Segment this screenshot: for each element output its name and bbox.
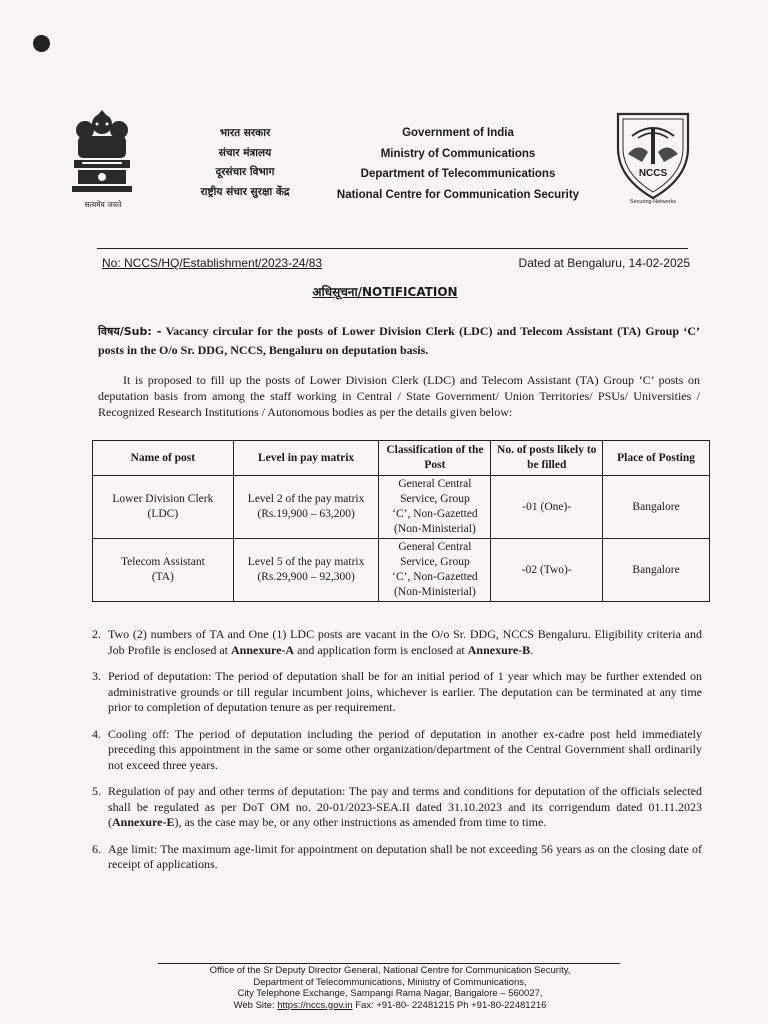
cell-classification xyxy=(379,476,491,539)
cell-place: Bangalore xyxy=(603,476,710,539)
item-number: 6. xyxy=(92,841,101,856)
reference-date: Dated at Bengaluru, 14-02-2025 xyxy=(518,256,690,270)
reference-number: No: NCCS/HQ/Establishment/2023-24/83 xyxy=(102,256,323,270)
footer-fax-phone: Fax: +91-80- 22481215 Ph +91-80-22481216 xyxy=(355,999,547,1011)
hindi-line-government: भारत सरकार xyxy=(219,127,271,139)
numbered-item xyxy=(92,842,702,873)
item-text: ), as the case may be, or any other instructions as amended from time to time. xyxy=(174,815,547,829)
footer xyxy=(140,965,640,1011)
item-number: 2. xyxy=(92,627,101,641)
footer-website-link[interactable]: https://nccs.gov.in xyxy=(277,999,353,1011)
subject xyxy=(98,322,700,359)
cell-line: ‘C’, Non-Gazetted xyxy=(392,571,478,583)
numbered-paragraphs xyxy=(92,627,702,884)
subject-label: विषय/Sub: - xyxy=(98,325,162,338)
cell-line: Lower Division Clerk xyxy=(112,493,214,505)
english-line-ministry: Ministry of Communications xyxy=(380,147,536,160)
hindi-line-centre: राष्ट्रीय संचार सुरक्षा केंद्र xyxy=(200,185,290,198)
header-hindi xyxy=(175,124,315,202)
punch-hole xyxy=(33,35,50,52)
item-text: Age limit: The maximum age-limit for appointment on deputation shall be not exceeding 56 years as on the closing date of receipt of applications. xyxy=(108,841,702,871)
english-line-centre: National Centre for Communication Security xyxy=(336,188,580,201)
cell-line: Level 2 of the pay matrix xyxy=(247,493,365,505)
intro-paragraph: It is proposed to fill up the posts of Lower Division Clerk (LDC) and Telecom Assistant (TA) Group ‘C’ posts on deputation basis from among the staff working in Central / State Government/ Union Territories/ PSUs/ Universities / Recognized Research Institutions / Autonomous bodies as per the details given below: xyxy=(98,373,700,419)
cell-pay-level xyxy=(233,476,379,539)
item-annexure-reference: Annexure-E xyxy=(112,815,175,829)
item-text: and application form is enclosed at xyxy=(294,642,468,657)
item-text: Period of deputation: The period of deputation shall be for an initial period of 1 year which may be further extended on administrative grounds or till regular incumbent joins, whichever is earlier. The deputation can be terminated at any time prior to completion of deputation tenure as per requirement. xyxy=(108,669,702,714)
item-annexure-reference: Annexure-A xyxy=(230,642,295,657)
subject-text: Vacancy circular for the posts of Lower Division Clerk (LDC) and Telecom Assistant (TA) Group ‘C’ posts in the O/o Sr. DDG, NCCS, Bengaluru on deputation basis. xyxy=(98,324,700,357)
cell-line: Telecom Assistant xyxy=(120,556,205,568)
footer-line-department: Department of Telecommunications, Ministry of Communications, xyxy=(253,976,527,988)
cell-line: (Rs.19,900 – 63,200) xyxy=(257,508,355,520)
cell-line: (Non-Ministerial) xyxy=(394,523,476,535)
vacancy-table xyxy=(92,440,710,602)
english-line-government: Government of India xyxy=(402,127,514,139)
national-emblem-icon xyxy=(66,106,138,200)
cell-post-name xyxy=(93,476,234,539)
numbered-item xyxy=(92,627,702,658)
header-pay-level: Level in pay matrix xyxy=(233,441,379,476)
nccs-logo-icon xyxy=(612,106,694,204)
item-text: Two (2) numbers of TA and One (1) LDC posts are vacant in the O/o Sr. DDG, NCCS Bengaluru. Eligibility criteria and Job Profile is enclosed at xyxy=(108,627,702,657)
cell-line: Level 5 of the pay matrix xyxy=(247,556,365,568)
cell-line: (LDC) xyxy=(147,508,179,520)
cell-line: General Central xyxy=(398,478,472,490)
cell-posts-count: -01 (One)- xyxy=(491,476,603,539)
english-line-department: Department of Telecommunications xyxy=(360,168,556,180)
header-place: Place of Posting xyxy=(603,441,710,476)
cell-line: General Central xyxy=(398,541,472,553)
item-text: . xyxy=(530,642,534,657)
footer-divider xyxy=(158,963,620,964)
header-divider xyxy=(97,248,688,249)
cell-pay-level xyxy=(233,539,379,602)
table-row xyxy=(93,539,710,602)
header-posts-count: No. of posts likely to be filled xyxy=(491,441,603,476)
footer-line-address: City Telephone Exchange, Sampangi Rama Nagar, Bangalore – 560027, xyxy=(237,988,543,999)
hindi-line-ministry: संचार मंत्रालय xyxy=(218,146,272,159)
cell-line: (Non-Ministerial) xyxy=(394,586,476,598)
reference-line xyxy=(102,256,690,270)
cell-place: Bangalore xyxy=(603,539,710,602)
item-number: 4. xyxy=(92,726,101,741)
page-title: अधिसूचना/NOTIFICATION xyxy=(312,285,458,299)
nccs-logo-text: NCCS xyxy=(638,168,668,179)
cell-line: ‘C’, Non-Gazetted xyxy=(392,508,478,520)
numbered-item xyxy=(92,727,702,774)
table-row xyxy=(93,476,710,539)
numbered-item xyxy=(92,669,702,716)
cell-line: Service, Group xyxy=(400,493,470,505)
header-name-of-post: Name of post xyxy=(93,441,234,476)
nccs-logo-tagline: Securing Networks xyxy=(629,199,677,204)
cell-posts-count: -02 (Two)- xyxy=(491,539,603,602)
item-number: 5. xyxy=(92,784,101,798)
header-classification: Classification of the Post xyxy=(379,441,491,476)
item-text: Regulation of pay and other terms of deputation: The pay and terms and conditions for deputation of the officials selected shall be regulated as per DoT OM no. 20-01/2023-SEA.II dated 31.10.2023 and its corrigendum dated 01.11.2023 ( xyxy=(108,784,702,829)
numbered-item xyxy=(92,784,702,831)
cell-classification xyxy=(379,539,491,602)
cell-post-name xyxy=(93,539,234,602)
footer-line-contact xyxy=(140,1000,640,1012)
header-english xyxy=(318,123,598,205)
table-header-row xyxy=(93,441,710,476)
table-body xyxy=(93,476,710,602)
cell-line: (TA) xyxy=(151,571,174,583)
emblem-motto: सत्यमेव जयते xyxy=(84,200,122,209)
item-text: Cooling off: The period of deputation including the period of deputation in another ex-cadre post held immediately preceding this appointment in the same or some other organization/department of the Central Government shall ordinarily not exceed three years. xyxy=(108,726,702,772)
hindi-line-department: दूरसंचार विभाग xyxy=(215,166,275,178)
item-annexure-reference: Annexure-B xyxy=(467,642,531,657)
footer-web-label: Web Site: xyxy=(233,999,278,1011)
cell-line: Service, Group xyxy=(400,556,470,568)
item-number: 3. xyxy=(92,669,101,683)
cell-line: (Rs.29,900 – 92,300) xyxy=(257,571,355,583)
footer-line-office: Office of the Sr Deputy Director General, National Centre for Communication Security, xyxy=(209,965,571,976)
